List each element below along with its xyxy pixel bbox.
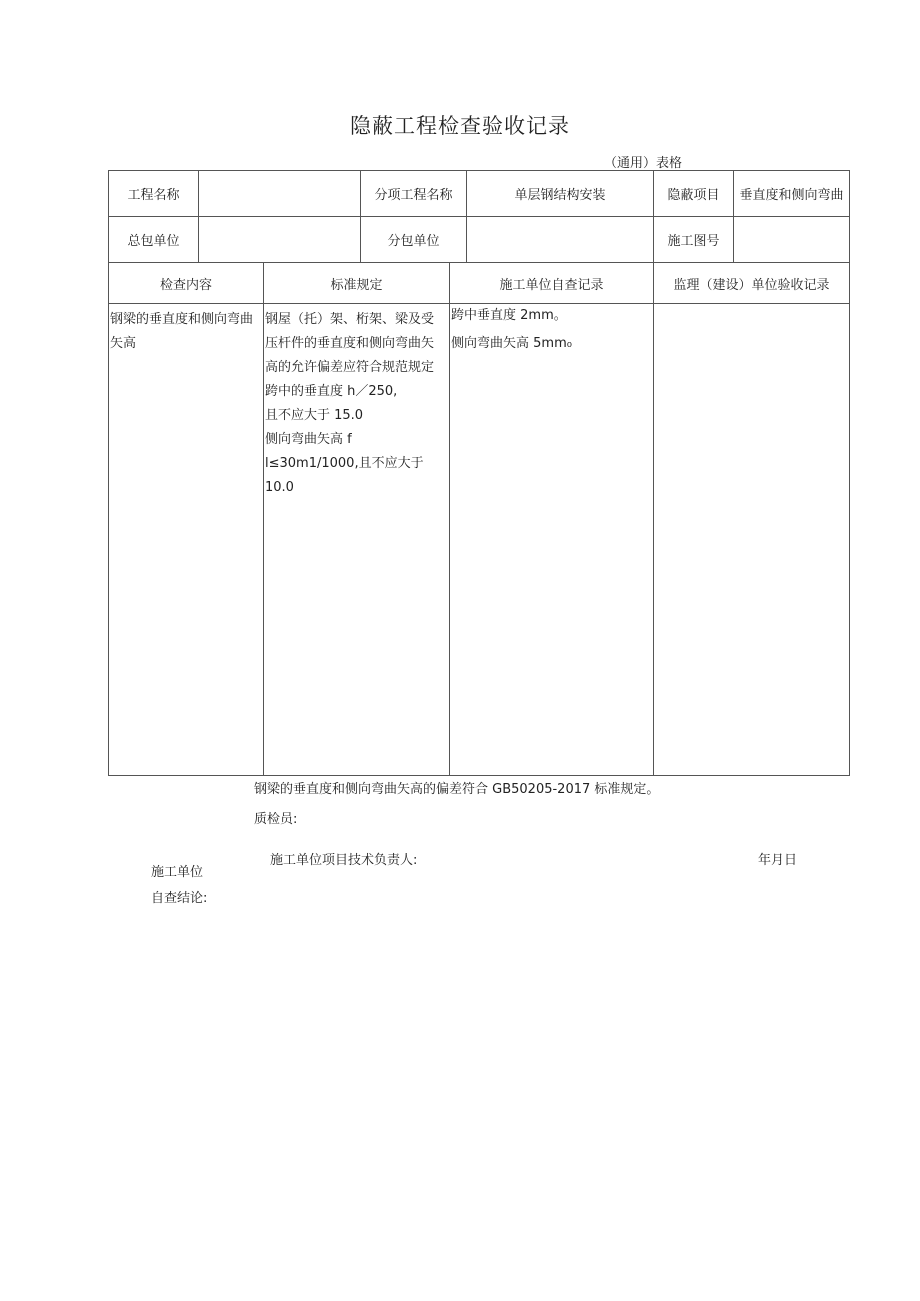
column-header-row: [109, 263, 850, 304]
header-table: [108, 170, 850, 263]
standard-line: 跨中的垂直度 h／250,: [265, 384, 398, 399]
content-line: 钢梁的垂直度和侧向弯曲: [110, 312, 254, 327]
standard-line: 10.0: [265, 480, 294, 495]
col-header-content: 检查内容: [109, 263, 264, 304]
standard-line: l≤30m1/1000,且不应大于: [265, 456, 424, 471]
header-row-2: [109, 217, 850, 263]
supervision-cell[interactable]: [654, 304, 850, 776]
general-contractor-value[interactable]: [199, 217, 361, 263]
col-header-self-check: 施工单位自查记录: [450, 263, 654, 304]
project-name-label: 工程名称: [109, 171, 199, 217]
self-check-line: 跨中垂直度 2mm。: [451, 308, 567, 323]
sub-project-value[interactable]: 单层钢结构安装: [467, 171, 654, 217]
header-row-1: [109, 171, 850, 217]
self-check-section-label: 施工单位: [151, 865, 204, 880]
page-title: 隐蔽工程检查验收记录: [350, 114, 570, 138]
drawing-no-value[interactable]: [734, 217, 850, 263]
col-header-supervision: 监理（建设）单位验收记录: [654, 263, 850, 304]
sub-project-label: 分项工程名称: [361, 171, 467, 217]
standard-line: 钢屋（托）架、桁架、梁及受: [265, 312, 435, 327]
table-row: [109, 304, 850, 776]
drawing-no-label: 施工图号: [654, 217, 734, 263]
standard-line: 侧向弯曲矢高 f: [265, 432, 352, 447]
content-line: 矢高: [110, 336, 137, 351]
standard-line: 高的允许偏差应符合规范规定: [265, 360, 435, 375]
standard-cell: [264, 304, 450, 776]
hidden-item-label: 隐蔽项目: [654, 171, 734, 217]
inspection-table: [108, 262, 850, 776]
self-check-conclusion-label: 自查结论:: [151, 891, 208, 906]
standard-line: 且不应大于 15.0: [265, 408, 364, 423]
date-label: 年月日: [758, 853, 798, 868]
subcontractor-value[interactable]: [467, 217, 654, 263]
conclusion-statement: 钢梁的垂直度和侧向弯曲矢高的偏差符合 GB50205-2017 标准规定。: [254, 782, 660, 797]
tech-lead-label: 施工单位项目技术负责人:: [270, 853, 418, 868]
inspector-label: 质检员:: [254, 812, 298, 827]
inspection-content-cell: [109, 304, 264, 776]
project-name-value[interactable]: [199, 171, 361, 217]
self-check-line: 侧向弯曲矢高 5mm₀: [451, 336, 572, 351]
col-header-standard: 标准规定: [264, 263, 450, 304]
standard-line: 压杆件的垂直度和侧向弯曲矢: [265, 336, 435, 351]
form-subtitle: （通用）表格: [604, 156, 683, 171]
hidden-item-value[interactable]: 垂直度和侧向弯曲: [734, 171, 850, 217]
self-check-cell[interactable]: [450, 304, 654, 776]
general-contractor-label: 总包单位: [109, 217, 199, 263]
subcontractor-label: 分包单位: [361, 217, 467, 263]
